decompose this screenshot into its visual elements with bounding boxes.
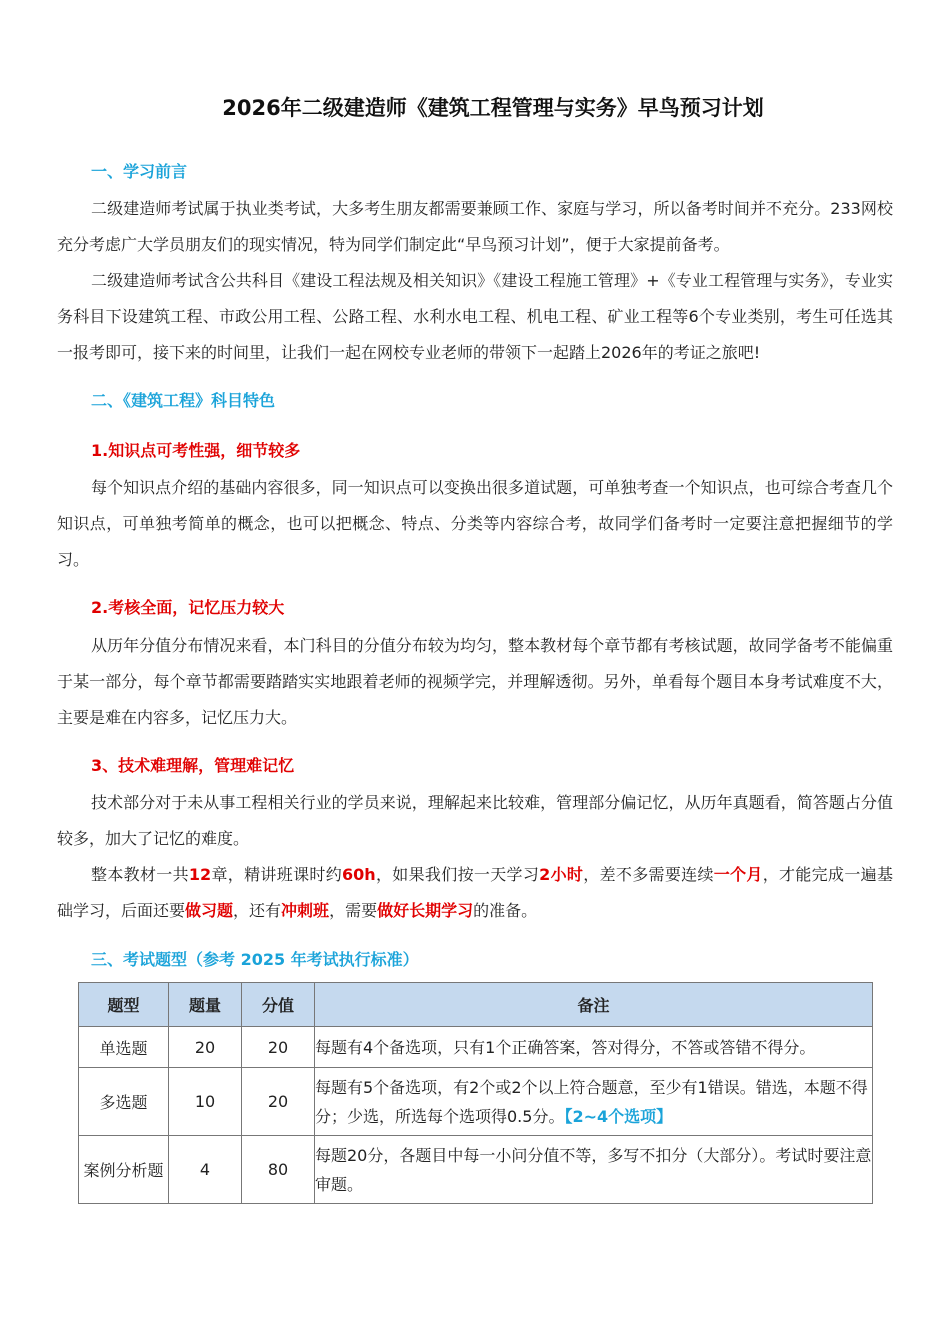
text: 章，精讲班课时约: [211, 865, 343, 884]
table-row: [79, 1068, 873, 1136]
paragraph: 二级建造师考试属于执业类考试，大多考生朋友都需要兼顾工作、家庭与学习，所以备考时间并不充分。233网校充分考虑广大学员朋友们的现实情况，特为同学们制定此“早鸟预习计划”，便于大家提前备考。: [57, 199, 893, 254]
cell-note: [315, 1136, 873, 1204]
page-title: 2026年二级建造师《建筑工程管理与实务》早鸟预习计划: [222, 96, 764, 120]
cell-score: 20: [242, 1027, 315, 1068]
text: 整本教材一共: [91, 865, 189, 884]
column-header: 题量: [169, 983, 242, 1027]
text: ，才能完成一遍基础学习，后面还要: [57, 865, 893, 920]
emphasis: 一个月: [713, 865, 763, 884]
cell-count: 4: [169, 1136, 242, 1204]
emphasis: 做习题: [185, 901, 234, 920]
section-heading-exam-types: 三、考试题型（参考 2025 年考试执行标准）: [91, 950, 419, 969]
paragraph-study-plan: [57, 857, 893, 929]
note-highlight: 【2~4个选项】: [564, 1106, 673, 1126]
note-text: 每题20分，各题目中每一小问分值不等，多写不扣分（大部分）。考试时要注意审题。: [315, 1145, 872, 1194]
note-text: 每题有5个备选项，有2个或2个以上符合题意，至少有1错误。错选，本题不得分；少选，所选每个选项得0.5分。: [315, 1077, 868, 1126]
text: ，差不多需要连续: [583, 865, 714, 884]
column-header: 题型: [79, 983, 169, 1027]
paragraph: 技术部分对于未从事工程相关行业的学员来说，理解起来比较难，管理部分偏记忆，从历年真题看，简答题占分值较多，加大了记忆的难度。: [57, 793, 893, 848]
cell-type: 单选题: [79, 1027, 169, 1068]
section-heading-intro: 一、学习前言: [91, 162, 188, 181]
text: ，如果我们按一天学习: [375, 865, 540, 884]
emphasis: 12: [188, 865, 212, 884]
cell-note: [315, 1027, 873, 1068]
paragraph: 二级建造师考试含公共科目《建设工程法规及相关知识》《建设工程施工管理》+《专业工程管理与实务》，专业实务科目下设建筑工程、市政公用工程、公路工程、水利水电工程、机电工程、矿业工程等6个专业类别，考生可任选其一报考即可，接下来的时间里，让我们一起在网校专业老师的带领下一起踏上2026年的考证之旅吧!: [57, 271, 893, 362]
exam-type-table: [78, 982, 873, 1204]
table-row: [79, 1027, 873, 1068]
emphasis: 做好长期学习: [377, 901, 474, 920]
subheading: 3、技术难理解，管理难记忆: [91, 756, 295, 775]
text: ，还有: [233, 901, 282, 920]
emphasis: 冲刺班: [281, 901, 330, 920]
cell-note: [315, 1068, 873, 1136]
cell-type: 多选题: [79, 1068, 169, 1136]
cell-type: 案例分析题: [79, 1136, 169, 1204]
paragraph: 每个知识点介绍的基础内容很多，同一知识点可以变换出很多道试题，可单独考查一个知识点，也可综合考查几个知识点，可单独考简单的概念，也可以把概念、特点、分类等内容综合考，故同学们备考时一定要注意把握细节的学习。: [57, 478, 893, 569]
table-row: [79, 1136, 873, 1204]
paragraph: 从历年分值分布情况来看，本门科目的分值分布较为均匀，整本教材每个章节都有考核试题，故同学备考不能偏重于某一部分，每个章节都需要踏踏实实地跟着老师的视频学完，并理解透彻。另外，单看每个题目本身考试难度不大，主要是难在内容多，记忆压力大。: [57, 636, 893, 727]
section-heading-features: 二、《建筑工程》科目特色: [91, 391, 276, 410]
subheading: 1.知识点可考性强，细节较多: [91, 441, 301, 460]
cell-count: 20: [169, 1027, 242, 1068]
emphasis: 60h: [342, 865, 376, 884]
column-header: 备注: [315, 983, 873, 1027]
cell-score: 80: [242, 1136, 315, 1204]
cell-count: 10: [169, 1068, 242, 1136]
note-text: 每题有4个备选项，只有1个正确答案，答对得分，不答或答错不得分。: [315, 1037, 816, 1057]
cell-score: 20: [242, 1068, 315, 1136]
text: 的准备。: [473, 901, 538, 920]
text: ，需要: [329, 901, 378, 920]
column-header: 分值: [242, 983, 315, 1027]
table-header-row: [79, 983, 873, 1027]
subheading: 2.考核全面，记忆压力较大: [91, 598, 285, 617]
emphasis: 2小时: [539, 865, 584, 884]
